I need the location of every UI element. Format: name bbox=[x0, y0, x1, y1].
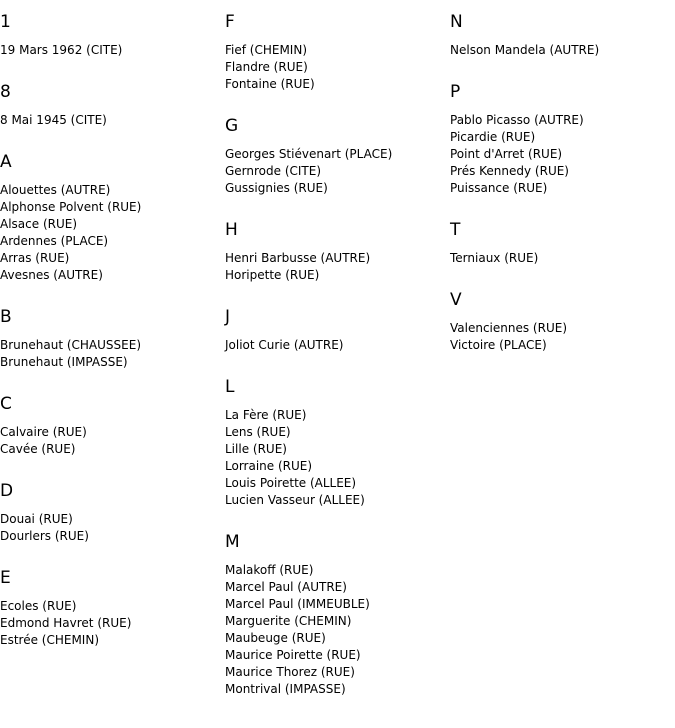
letter-group bbox=[225, 115, 450, 197]
letter-heading: H bbox=[225, 220, 238, 240]
street-item[interactable]: Puissance (RUE) bbox=[450, 181, 548, 195]
street-list bbox=[450, 112, 675, 197]
street-list bbox=[0, 42, 225, 59]
street-item[interactable]: Pablo Picasso (AUTRE) bbox=[450, 113, 584, 127]
street-list bbox=[0, 511, 225, 545]
street-item[interactable]: Arras (RUE) bbox=[0, 251, 70, 265]
letter-heading: V bbox=[450, 290, 462, 310]
letter-heading: D bbox=[0, 481, 14, 501]
street-item[interactable]: Gussignies (RUE) bbox=[225, 181, 328, 195]
street-item[interactable]: Nelson Mandela (AUTRE) bbox=[450, 43, 600, 57]
street-list bbox=[225, 337, 450, 354]
street-item[interactable]: Lens (RUE) bbox=[225, 425, 291, 439]
street-item[interactable]: 8 Mai 1945 (CITE) bbox=[0, 113, 107, 127]
street-list bbox=[225, 42, 450, 93]
street-item[interactable]: 19 Mars 1962 (CITE) bbox=[0, 43, 123, 57]
street-item[interactable]: Victoire (PLACE) bbox=[450, 338, 547, 352]
street-list bbox=[225, 250, 450, 284]
letter-group bbox=[0, 306, 225, 371]
street-item[interactable]: Lille (RUE) bbox=[225, 442, 287, 456]
letter-heading: P bbox=[450, 82, 461, 102]
street-item[interactable]: Lorraine (RUE) bbox=[225, 459, 313, 473]
letter-heading: L bbox=[225, 377, 235, 397]
street-item[interactable]: Dourlers (RUE) bbox=[0, 529, 89, 543]
letter-group bbox=[225, 306, 450, 354]
street-item[interactable]: Henri Barbusse (AUTRE) bbox=[225, 251, 371, 265]
street-item[interactable]: Gernrode (CITE) bbox=[225, 164, 322, 178]
street-item[interactable]: Avesnes (AUTRE) bbox=[0, 268, 103, 282]
street-list bbox=[450, 42, 675, 59]
street-list bbox=[0, 112, 225, 129]
letter-group bbox=[225, 376, 450, 509]
letter-heading: 8 bbox=[0, 82, 11, 102]
street-item[interactable]: Maubeuge (RUE) bbox=[225, 631, 326, 645]
street-item[interactable]: Marcel Paul (IMMEUBLE) bbox=[225, 597, 370, 611]
street-item[interactable]: Brunehaut (IMPASSE) bbox=[0, 355, 128, 369]
letter-group bbox=[0, 567, 225, 649]
street-index-column-2 bbox=[225, 11, 450, 720]
street-item[interactable]: Montrival (IMPASSE) bbox=[225, 682, 346, 696]
letter-heading: N bbox=[450, 12, 463, 32]
letter-group bbox=[450, 11, 675, 59]
street-item[interactable]: Maurice Poirette (RUE) bbox=[225, 648, 361, 662]
street-item[interactable]: Lucien Vasseur (ALLEE) bbox=[225, 493, 365, 507]
street-item[interactable]: Fief (CHEMIN) bbox=[225, 43, 308, 57]
letter-group bbox=[450, 289, 675, 354]
street-item[interactable]: La Fère (RUE) bbox=[225, 408, 307, 422]
street-item[interactable]: Prés Kennedy (RUE) bbox=[450, 164, 569, 178]
letter-group bbox=[225, 531, 450, 698]
letter-heading: A bbox=[0, 152, 12, 172]
street-index-column-3 bbox=[450, 11, 675, 376]
street-item[interactable]: Joliot Curie (AUTRE) bbox=[225, 338, 344, 352]
street-item[interactable]: Point d'Arret (RUE) bbox=[450, 147, 563, 161]
street-list bbox=[0, 182, 225, 284]
street-item[interactable]: Alouettes (AUTRE) bbox=[0, 183, 111, 197]
letter-heading: C bbox=[0, 394, 12, 414]
letter-group bbox=[0, 11, 225, 59]
letter-group bbox=[450, 81, 675, 197]
street-list bbox=[225, 407, 450, 509]
street-item[interactable]: Calvaire (RUE) bbox=[0, 425, 87, 439]
street-list bbox=[450, 250, 675, 267]
letter-heading: G bbox=[225, 116, 239, 136]
letter-heading: F bbox=[225, 12, 235, 32]
letter-group bbox=[0, 393, 225, 458]
street-item[interactable]: Fontaine (RUE) bbox=[225, 77, 315, 91]
street-item[interactable]: Cavée (RUE) bbox=[0, 442, 76, 456]
street-item[interactable]: Marguerite (CHEMIN) bbox=[225, 614, 352, 628]
letter-group bbox=[225, 219, 450, 284]
street-list bbox=[225, 562, 450, 698]
street-item[interactable]: Georges Stiévenart (PLACE) bbox=[225, 147, 393, 161]
letter-group bbox=[0, 151, 225, 284]
street-item[interactable]: Douai (RUE) bbox=[0, 512, 73, 526]
street-item[interactable]: Maurice Thorez (RUE) bbox=[225, 665, 355, 679]
street-index-column-1 bbox=[0, 11, 225, 671]
letter-heading: E bbox=[0, 568, 11, 588]
street-item[interactable]: Picardie (RUE) bbox=[450, 130, 536, 144]
street-item[interactable]: Alsace (RUE) bbox=[0, 217, 78, 231]
letter-group bbox=[0, 480, 225, 545]
street-item[interactable]: Ardennes (PLACE) bbox=[0, 234, 109, 248]
street-item[interactable]: Terniaux (RUE) bbox=[450, 251, 539, 265]
letter-group bbox=[450, 219, 675, 267]
street-item[interactable]: Louis Poirette (ALLEE) bbox=[225, 476, 357, 490]
letter-heading: B bbox=[0, 307, 12, 327]
street-item[interactable]: Estrée (CHEMIN) bbox=[0, 633, 100, 647]
street-item[interactable]: Valenciennes (RUE) bbox=[450, 321, 567, 335]
street-list bbox=[225, 146, 450, 197]
letter-group bbox=[0, 81, 225, 129]
street-item[interactable]: Malakoff (RUE) bbox=[225, 563, 314, 577]
street-item[interactable]: Horipette (RUE) bbox=[225, 268, 320, 282]
street-item[interactable]: Alphonse Polvent (RUE) bbox=[0, 200, 142, 214]
street-item[interactable]: Ecoles (RUE) bbox=[0, 599, 77, 613]
street-item[interactable]: Flandre (RUE) bbox=[225, 60, 308, 74]
street-item[interactable]: Edmond Havret (RUE) bbox=[0, 616, 132, 630]
street-list bbox=[0, 598, 225, 649]
letter-group bbox=[225, 11, 450, 93]
street-list bbox=[450, 320, 675, 354]
street-list bbox=[0, 424, 225, 458]
letter-heading: 1 bbox=[0, 12, 11, 32]
street-list bbox=[0, 337, 225, 371]
letter-heading: T bbox=[450, 220, 461, 240]
street-item[interactable]: Brunehaut (CHAUSSEE) bbox=[0, 338, 141, 352]
letter-heading: J bbox=[225, 307, 231, 327]
street-item[interactable]: Marcel Paul (AUTRE) bbox=[225, 580, 347, 594]
letter-heading: M bbox=[225, 532, 240, 552]
